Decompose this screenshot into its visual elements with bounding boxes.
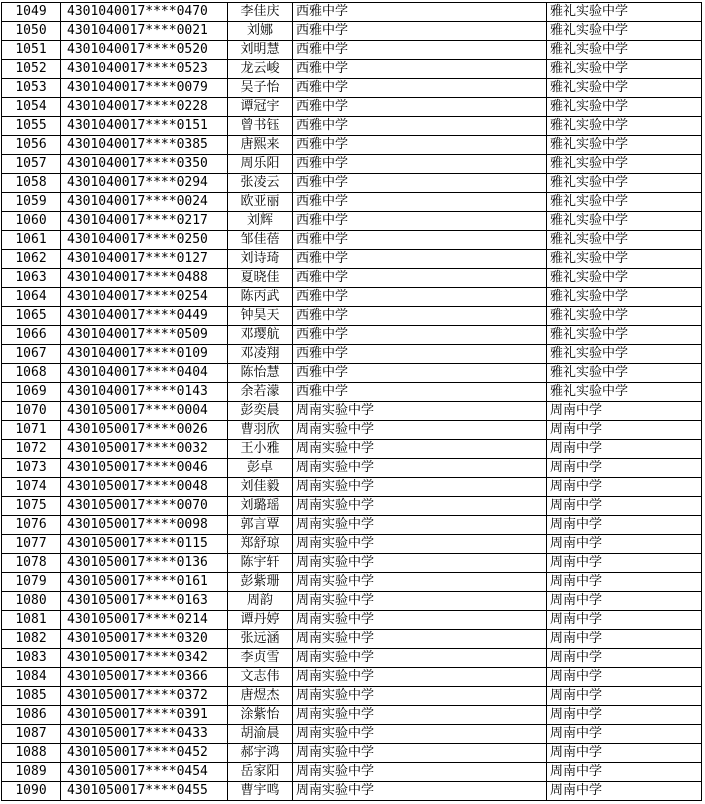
admitted-school-cell: 周南中学 (547, 497, 702, 516)
student-name-cell: 邹佳蓓 (228, 231, 293, 250)
admitted-school-cell: 雅礼实验中学 (547, 288, 702, 307)
table-row (2, 98, 702, 117)
table-row (2, 345, 702, 364)
admitted-school-cell: 雅礼实验中学 (547, 250, 702, 269)
admitted-school-cell: 雅礼实验中学 (547, 22, 702, 41)
table-row (2, 649, 702, 668)
admitted-school-cell: 雅礼实验中学 (547, 3, 702, 22)
origin-school-cell: 西雅中学 (293, 60, 547, 79)
table-row (2, 193, 702, 212)
row-number-cell: 1062 (2, 250, 61, 269)
admitted-school-cell: 雅礼实验中学 (547, 345, 702, 364)
student-name-cell: 张凌云 (228, 174, 293, 193)
admitted-school-cell: 周南中学 (547, 573, 702, 592)
row-number-cell: 1086 (2, 706, 61, 725)
table-row (2, 744, 702, 763)
exam-id-cell: 4301050017****0070 (61, 497, 228, 516)
admitted-school-cell: 雅礼实验中学 (547, 307, 702, 326)
row-number-cell: 1057 (2, 155, 61, 174)
table-row (2, 231, 702, 250)
row-number-cell: 1068 (2, 364, 61, 383)
student-table-body (2, 3, 702, 801)
row-number-cell: 1080 (2, 592, 61, 611)
exam-id-cell: 4301050017****0372 (61, 687, 228, 706)
table-row (2, 288, 702, 307)
student-name-cell: 彭卓 (228, 459, 293, 478)
row-number-cell: 1070 (2, 402, 61, 421)
row-number-cell: 1066 (2, 326, 61, 345)
exam-id-cell: 4301050017****0163 (61, 592, 228, 611)
table-row (2, 155, 702, 174)
student-name-cell: 李佳庆 (228, 3, 293, 22)
table-row (2, 60, 702, 79)
origin-school-cell: 周南实验中学 (293, 668, 547, 687)
origin-school-cell: 周南实验中学 (293, 516, 547, 535)
student-name-cell: 刘璐瑶 (228, 497, 293, 516)
origin-school-cell: 西雅中学 (293, 193, 547, 212)
origin-school-cell: 西雅中学 (293, 250, 547, 269)
admitted-school-cell: 周南中学 (547, 630, 702, 649)
admitted-school-cell: 周南中学 (547, 687, 702, 706)
row-number-cell: 1089 (2, 763, 61, 782)
origin-school-cell: 周南实验中学 (293, 535, 547, 554)
table-row (2, 41, 702, 60)
origin-school-cell: 西雅中学 (293, 174, 547, 193)
origin-school-cell: 西雅中学 (293, 41, 547, 60)
table-row (2, 383, 702, 402)
exam-id-cell: 4301040017****0143 (61, 383, 228, 402)
origin-school-cell: 西雅中学 (293, 383, 547, 402)
row-number-cell: 1074 (2, 478, 61, 497)
student-name-cell: 彭紫珊 (228, 573, 293, 592)
admitted-school-cell: 雅礼实验中学 (547, 269, 702, 288)
table-row (2, 611, 702, 630)
origin-school-cell: 周南实验中学 (293, 725, 547, 744)
student-table (1, 2, 702, 801)
student-name-cell: 曹羽欣 (228, 421, 293, 440)
exam-id-cell: 4301050017****0320 (61, 630, 228, 649)
table-row (2, 497, 702, 516)
exam-id-cell: 4301040017****0228 (61, 98, 228, 117)
row-number-cell: 1052 (2, 60, 61, 79)
exam-id-cell: 4301040017****0079 (61, 79, 228, 98)
row-number-cell: 1076 (2, 516, 61, 535)
student-name-cell: 刘诗琦 (228, 250, 293, 269)
origin-school-cell: 周南实验中学 (293, 782, 547, 801)
table-row (2, 250, 702, 269)
admitted-school-cell: 周南中学 (547, 440, 702, 459)
student-name-cell: 钟昊天 (228, 307, 293, 326)
exam-id-cell: 4301050017****0136 (61, 554, 228, 573)
exam-id-cell: 4301040017****0520 (61, 41, 228, 60)
origin-school-cell: 周南实验中学 (293, 421, 547, 440)
origin-school-cell: 周南实验中学 (293, 763, 547, 782)
admitted-school-cell: 雅礼实验中学 (547, 326, 702, 345)
exam-id-cell: 4301050017****0046 (61, 459, 228, 478)
admitted-school-cell: 雅礼实验中学 (547, 79, 702, 98)
admitted-school-cell: 雅礼实验中学 (547, 174, 702, 193)
row-number-cell: 1060 (2, 212, 61, 231)
origin-school-cell: 周南实验中学 (293, 630, 547, 649)
origin-school-cell: 西雅中学 (293, 136, 547, 155)
student-name-cell: 夏晓佳 (228, 269, 293, 288)
admitted-school-cell: 周南中学 (547, 459, 702, 478)
origin-school-cell: 周南实验中学 (293, 706, 547, 725)
row-number-cell: 1078 (2, 554, 61, 573)
origin-school-cell: 西雅中学 (293, 345, 547, 364)
row-number-cell: 1085 (2, 687, 61, 706)
exam-id-cell: 4301040017****0509 (61, 326, 228, 345)
table-row (2, 3, 702, 22)
origin-school-cell: 西雅中学 (293, 269, 547, 288)
exam-id-cell: 4301040017****0250 (61, 231, 228, 250)
row-number-cell: 1069 (2, 383, 61, 402)
exam-id-cell: 4301050017****0026 (61, 421, 228, 440)
row-number-cell: 1056 (2, 136, 61, 155)
student-name-cell: 陈丙武 (228, 288, 293, 307)
admitted-school-cell: 雅礼实验中学 (547, 136, 702, 155)
row-number-cell: 1081 (2, 611, 61, 630)
admitted-school-cell: 周南中学 (547, 535, 702, 554)
row-number-cell: 1053 (2, 79, 61, 98)
origin-school-cell: 西雅中学 (293, 98, 547, 117)
exam-id-cell: 4301040017****0127 (61, 250, 228, 269)
row-number-cell: 1071 (2, 421, 61, 440)
exam-id-cell: 4301050017****0214 (61, 611, 228, 630)
table-row (2, 516, 702, 535)
exam-id-cell: 4301050017****0342 (61, 649, 228, 668)
row-number-cell: 1059 (2, 193, 61, 212)
table-row (2, 554, 702, 573)
origin-school-cell: 周南实验中学 (293, 744, 547, 763)
row-number-cell: 1084 (2, 668, 61, 687)
table-row (2, 440, 702, 459)
row-number-cell: 1088 (2, 744, 61, 763)
row-number-cell: 1058 (2, 174, 61, 193)
origin-school-cell: 西雅中学 (293, 326, 547, 345)
student-name-cell: 邓璎航 (228, 326, 293, 345)
admitted-school-cell: 雅礼实验中学 (547, 60, 702, 79)
row-number-cell: 1079 (2, 573, 61, 592)
admitted-school-cell: 雅礼实验中学 (547, 155, 702, 174)
exam-id-cell: 4301050017****0048 (61, 478, 228, 497)
admitted-school-cell: 周南中学 (547, 402, 702, 421)
table-row (2, 535, 702, 554)
student-name-cell: 谭丹婷 (228, 611, 293, 630)
exam-id-cell: 4301050017****0161 (61, 573, 228, 592)
student-name-cell: 岳家阳 (228, 763, 293, 782)
table-row (2, 402, 702, 421)
row-number-cell: 1082 (2, 630, 61, 649)
exam-id-cell: 4301040017****0523 (61, 60, 228, 79)
exam-id-cell: 4301040017****0024 (61, 193, 228, 212)
student-name-cell: 李贞雪 (228, 649, 293, 668)
origin-school-cell: 西雅中学 (293, 79, 547, 98)
table-row (2, 212, 702, 231)
table-row (2, 326, 702, 345)
table-row (2, 725, 702, 744)
student-name-cell: 文志伟 (228, 668, 293, 687)
admitted-school-cell: 周南中学 (547, 668, 702, 687)
student-name-cell: 唐熙来 (228, 136, 293, 155)
student-name-cell: 余若濛 (228, 383, 293, 402)
table-row (2, 364, 702, 383)
origin-school-cell: 西雅中学 (293, 288, 547, 307)
row-number-cell: 1055 (2, 117, 61, 136)
student-name-cell: 刘佳毅 (228, 478, 293, 497)
table-row (2, 782, 702, 801)
row-number-cell: 1054 (2, 98, 61, 117)
table-row (2, 687, 702, 706)
admitted-school-cell: 雅礼实验中学 (547, 383, 702, 402)
table-row (2, 573, 702, 592)
table-row (2, 592, 702, 611)
row-number-cell: 1050 (2, 22, 61, 41)
origin-school-cell: 周南实验中学 (293, 611, 547, 630)
student-name-cell: 曹宇鸣 (228, 782, 293, 801)
table-row (2, 630, 702, 649)
admitted-school-cell: 周南中学 (547, 706, 702, 725)
exam-id-cell: 4301050017****0098 (61, 516, 228, 535)
student-name-cell: 郑舒琼 (228, 535, 293, 554)
origin-school-cell: 周南实验中学 (293, 402, 547, 421)
row-number-cell: 1072 (2, 440, 61, 459)
origin-school-cell: 西雅中学 (293, 3, 547, 22)
origin-school-cell: 西雅中学 (293, 155, 547, 174)
origin-school-cell: 周南实验中学 (293, 554, 547, 573)
table-row (2, 22, 702, 41)
exam-id-cell: 4301040017****0109 (61, 345, 228, 364)
row-number-cell: 1083 (2, 649, 61, 668)
row-number-cell: 1063 (2, 269, 61, 288)
student-name-cell: 邓凌翔 (228, 345, 293, 364)
table-row (2, 136, 702, 155)
exam-id-cell: 4301040017****0449 (61, 307, 228, 326)
exam-id-cell: 4301050017****0366 (61, 668, 228, 687)
student-name-cell: 涂紫怡 (228, 706, 293, 725)
row-number-cell: 1064 (2, 288, 61, 307)
admitted-school-cell: 雅礼实验中学 (547, 364, 702, 383)
exam-id-cell: 4301050017****0454 (61, 763, 228, 782)
student-name-cell: 吴子怡 (228, 79, 293, 98)
admitted-school-cell: 周南中学 (547, 649, 702, 668)
exam-id-cell: 4301040017****0294 (61, 174, 228, 193)
student-name-cell: 龙云峻 (228, 60, 293, 79)
student-name-cell: 周韵 (228, 592, 293, 611)
origin-school-cell: 周南实验中学 (293, 687, 547, 706)
exam-id-cell: 4301040017****0350 (61, 155, 228, 174)
table-row (2, 706, 702, 725)
admitted-school-cell: 雅礼实验中学 (547, 231, 702, 250)
table-row (2, 307, 702, 326)
exam-id-cell: 4301050017****0391 (61, 706, 228, 725)
student-name-cell: 欧亚丽 (228, 193, 293, 212)
student-name-cell: 刘明慧 (228, 41, 293, 60)
admitted-school-cell: 雅礼实验中学 (547, 117, 702, 136)
exam-id-cell: 4301050017****0452 (61, 744, 228, 763)
table-row (2, 459, 702, 478)
student-name-cell: 周乐阳 (228, 155, 293, 174)
origin-school-cell: 周南实验中学 (293, 478, 547, 497)
origin-school-cell: 西雅中学 (293, 231, 547, 250)
admitted-school-cell: 周南中学 (547, 744, 702, 763)
exam-id-cell: 4301040017****0404 (61, 364, 228, 383)
exam-id-cell: 4301040017****0470 (61, 3, 228, 22)
origin-school-cell: 周南实验中学 (293, 592, 547, 611)
exam-id-cell: 4301050017****0004 (61, 402, 228, 421)
origin-school-cell: 周南实验中学 (293, 459, 547, 478)
row-number-cell: 1075 (2, 497, 61, 516)
row-number-cell: 1073 (2, 459, 61, 478)
exam-id-cell: 4301040017****0151 (61, 117, 228, 136)
admitted-school-cell: 周南中学 (547, 763, 702, 782)
student-name-cell: 谭冠宇 (228, 98, 293, 117)
admitted-school-cell: 周南中学 (547, 782, 702, 801)
admitted-school-cell: 周南中学 (547, 478, 702, 497)
admitted-school-cell: 雅礼实验中学 (547, 212, 702, 231)
admitted-school-cell: 周南中学 (547, 592, 702, 611)
exam-id-cell: 4301040017****0488 (61, 269, 228, 288)
origin-school-cell: 周南实验中学 (293, 573, 547, 592)
origin-school-cell: 西雅中学 (293, 212, 547, 231)
row-number-cell: 1067 (2, 345, 61, 364)
admitted-school-cell: 雅礼实验中学 (547, 41, 702, 60)
student-name-cell: 王小雅 (228, 440, 293, 459)
student-name-cell: 胡渝晨 (228, 725, 293, 744)
row-number-cell: 1049 (2, 3, 61, 22)
student-name-cell: 陈宇轩 (228, 554, 293, 573)
origin-school-cell: 周南实验中学 (293, 649, 547, 668)
table-row (2, 668, 702, 687)
student-name-cell: 曾书钰 (228, 117, 293, 136)
table-row (2, 763, 702, 782)
row-number-cell: 1061 (2, 231, 61, 250)
row-number-cell: 1065 (2, 307, 61, 326)
row-number-cell: 1090 (2, 782, 61, 801)
student-name-cell: 陈怡慧 (228, 364, 293, 383)
admitted-school-cell: 雅礼实验中学 (547, 193, 702, 212)
student-name-cell: 刘娜 (228, 22, 293, 41)
admitted-school-cell: 周南中学 (547, 516, 702, 535)
row-number-cell: 1087 (2, 725, 61, 744)
origin-school-cell: 西雅中学 (293, 117, 547, 136)
student-name-cell: 郭言覃 (228, 516, 293, 535)
admitted-school-cell: 周南中学 (547, 554, 702, 573)
origin-school-cell: 西雅中学 (293, 364, 547, 383)
student-name-cell: 郝宇鸿 (228, 744, 293, 763)
origin-school-cell: 周南实验中学 (293, 440, 547, 459)
row-number-cell: 1077 (2, 535, 61, 554)
student-name-cell: 张远涵 (228, 630, 293, 649)
admitted-school-cell: 周南中学 (547, 611, 702, 630)
exam-id-cell: 4301040017****0254 (61, 288, 228, 307)
origin-school-cell: 西雅中学 (293, 22, 547, 41)
exam-id-cell: 4301040017****0385 (61, 136, 228, 155)
student-name-cell: 彭奕晨 (228, 402, 293, 421)
row-number-cell: 1051 (2, 41, 61, 60)
table-row (2, 174, 702, 193)
origin-school-cell: 西雅中学 (293, 307, 547, 326)
admitted-school-cell: 周南中学 (547, 421, 702, 440)
student-name-cell: 唐煜杰 (228, 687, 293, 706)
student-name-cell: 刘辉 (228, 212, 293, 231)
admitted-school-cell: 周南中学 (547, 725, 702, 744)
exam-id-cell: 4301050017****0433 (61, 725, 228, 744)
exam-id-cell: 4301050017****0455 (61, 782, 228, 801)
table-row (2, 421, 702, 440)
exam-id-cell: 4301040017****0217 (61, 212, 228, 231)
admitted-school-cell: 雅礼实验中学 (547, 98, 702, 117)
table-row (2, 269, 702, 288)
table-row (2, 79, 702, 98)
exam-id-cell: 4301050017****0115 (61, 535, 228, 554)
exam-id-cell: 4301040017****0021 (61, 22, 228, 41)
table-row (2, 478, 702, 497)
table-row (2, 117, 702, 136)
origin-school-cell: 周南实验中学 (293, 497, 547, 516)
exam-id-cell: 4301050017****0032 (61, 440, 228, 459)
